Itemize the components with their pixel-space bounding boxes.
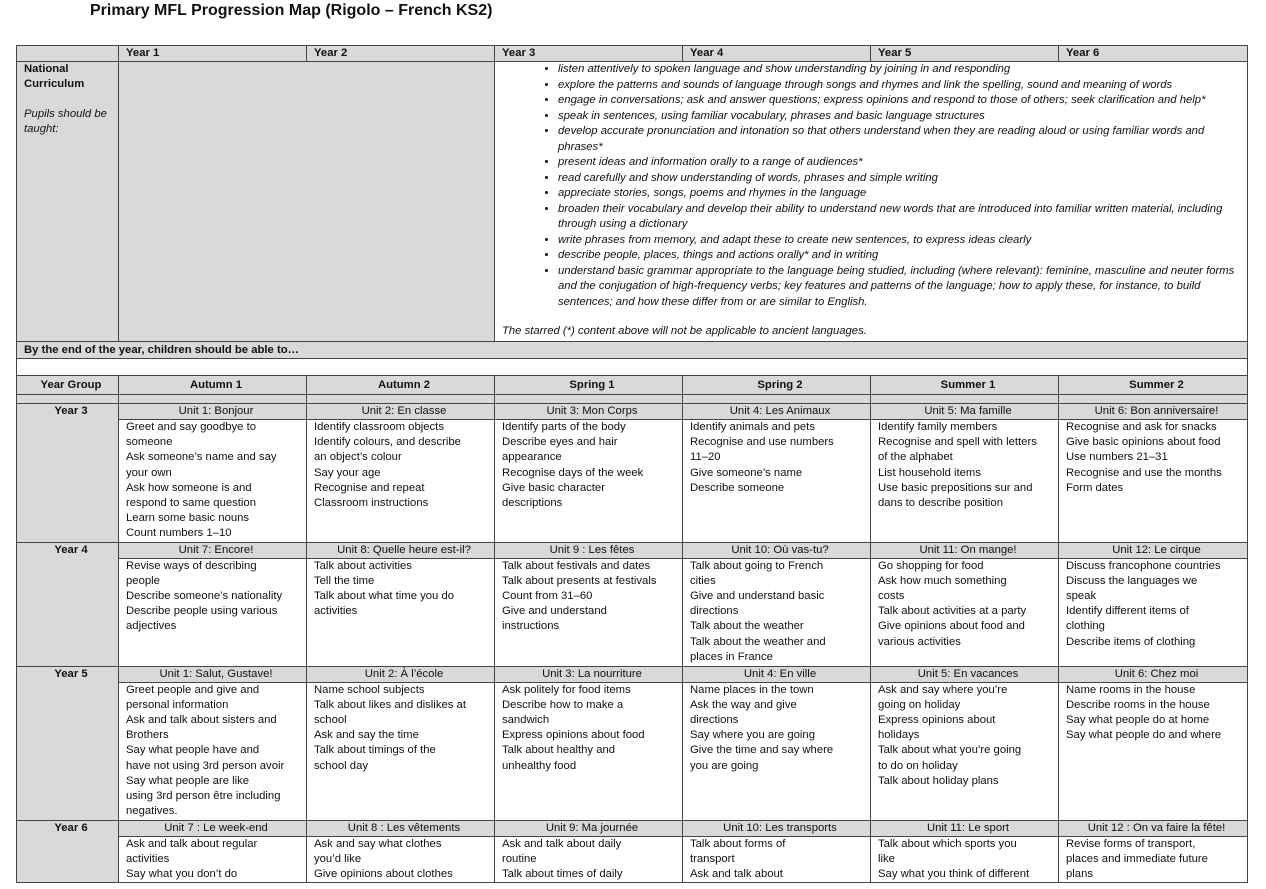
objective-line: descriptions: [502, 497, 563, 510]
unit-objectives: [119, 836, 307, 883]
year-group-label: Year 4: [17, 542, 119, 666]
national-curriculum-content: [495, 62, 1248, 342]
objective-line: school: [314, 714, 347, 727]
unit-objectives: [307, 682, 495, 820]
objective-line: Talk about festivals and dates: [502, 559, 651, 572]
unit-title: Unit 5: En vacances: [871, 666, 1059, 682]
objective-line: Say where you are going: [690, 729, 815, 742]
objective-line: have not using 3rd person avoir: [126, 759, 285, 772]
objective-line: Say what people are like: [126, 774, 250, 787]
page-title: Primary MFL Progression Map (Rigolo – French KS2): [90, 2, 493, 19]
unit-objectives: [307, 420, 495, 543]
unit-title: Unit 5: Ma famille: [871, 404, 1059, 420]
nc-point: • understand basic grammar appropriate to the language being studied, including (where relevant): feminine, masculine and neuter forms and the conjugation of high-frequency verbs; key features and patterns of the language; how to apply these, for instance, to build sentences; and how these differ from or are similar to English.: [558, 264, 1247, 311]
unit-title: Unit 2: En classe: [307, 404, 495, 420]
nc-point: • read carefully and show understanding of words, phrases and simple writing: [558, 171, 1247, 187]
header-spacer: [1059, 395, 1248, 404]
year-header-row: [17, 46, 1248, 62]
year-header-1: Year 1: [119, 46, 307, 62]
objective-line: Use numbers 21–31: [1066, 451, 1168, 464]
objective-line: Describe items of clothing: [1066, 635, 1196, 648]
unit-title: Unit 11: Le sport: [871, 820, 1059, 836]
term-header-spring-1: Spring 1: [495, 376, 683, 395]
objective-line: Classroom instructions: [314, 497, 429, 510]
year-header-6: Year 6: [1059, 46, 1248, 62]
objective-line: Talk about going to French: [690, 559, 824, 572]
term-header-autumn-1: Autumn 1: [119, 376, 307, 395]
unit-title-row: [17, 666, 1248, 682]
unit-objectives: [683, 836, 871, 883]
unit-content-row: [17, 420, 1248, 543]
objective-line: Greet and say goodbye to: [126, 421, 257, 433]
unit-title: Unit 6: Chez moi: [1059, 666, 1248, 682]
objective-line: Ask and talk about daily: [502, 837, 622, 850]
objective-line: Talk about healthy and: [502, 744, 616, 757]
objective-line: Talk about what you’re going: [878, 744, 1022, 757]
objective-line: Talk about presents at festivals: [502, 574, 657, 587]
objective-line: Recognise and use numbers: [690, 436, 834, 449]
objective-line: Give opinions about food and: [878, 620, 1025, 633]
objective-line: Talk about timings of the: [314, 744, 436, 757]
objective-line: costs: [878, 590, 905, 603]
separator-row: [17, 359, 1248, 376]
objective-line: respond to same question: [126, 497, 256, 510]
objective-line: adjectives: [126, 620, 177, 633]
objective-line: Describe someone’s nationality: [126, 590, 283, 603]
objective-line: Describe someone: [690, 481, 785, 494]
objective-line: Talk about which sports you: [878, 837, 1017, 850]
objective-line: places in France: [690, 650, 773, 663]
objective-line: Tell the time: [314, 574, 375, 587]
unit-content-row: [17, 836, 1248, 883]
year-header-5: Year 5: [871, 46, 1059, 62]
year-header-4: Year 4: [683, 46, 871, 62]
objective-line: Say what you think of different: [878, 868, 1030, 881]
unit-title: Unit 9 : Les fêtes: [495, 542, 683, 558]
nc-subtitle: Pupils should be taught:: [24, 108, 107, 135]
unit-title: Unit 8 : Les vêtements: [307, 820, 495, 836]
objective-line: Describe eyes and hair: [502, 436, 618, 449]
objective-line: people: [126, 574, 160, 587]
objective-line: Ask and talk about sisters and: [126, 714, 277, 727]
objective-line: Say what you don’t do: [126, 868, 238, 881]
nc-point: • present ideas and information orally to a range of audiences*: [558, 155, 1247, 171]
objective-line: Describe rooms in the house: [1066, 698, 1210, 711]
objective-line: speak: [1066, 590, 1097, 603]
year-header-3: Year 3: [495, 46, 683, 62]
objective-line: you are going: [690, 759, 759, 772]
objective-line: Give basic opinions about food: [1066, 436, 1221, 449]
unit-objectives: [1059, 836, 1248, 883]
objective-line: Express opinions about: [878, 714, 996, 727]
objective-line: Name rooms in the house: [1066, 683, 1196, 696]
objective-line: cities: [690, 574, 716, 587]
objective-line: Form dates: [1066, 481, 1124, 494]
objective-line: of the alphabet: [878, 451, 953, 464]
unit-title: Unit 12 : On va faire la fête!: [1059, 820, 1248, 836]
year-header-2: Year 2: [307, 46, 495, 62]
objective-line: 11–20: [690, 451, 721, 464]
objective-line: various activities: [878, 635, 961, 648]
objective-line: Count from 31–60: [502, 590, 593, 603]
objective-line: Revise forms of transport,: [1066, 837, 1196, 850]
objective-line: Talk about times of daily: [502, 868, 623, 881]
unit-content-row: [17, 682, 1248, 820]
unit-objectives: [871, 682, 1059, 820]
unit-objectives: [683, 420, 871, 543]
objective-line: Go shopping for food: [878, 559, 984, 572]
objective-line: Name school subjects: [314, 683, 425, 696]
objective-line: Describe people using various: [126, 605, 278, 618]
objective-line: Identify parts of the body: [502, 421, 626, 433]
objective-line: unhealthy food: [502, 759, 577, 772]
objective-line: Talk about what time you do: [314, 590, 455, 603]
objective-line: Name places in the town: [690, 683, 814, 696]
objective-line: Identify classroom objects: [314, 421, 444, 433]
objective-line: Ask and say what clothes: [314, 837, 442, 850]
objective-line: Talk about holiday plans: [878, 774, 999, 787]
objective-line: plans: [1066, 868, 1094, 881]
unit-objectives: [1059, 682, 1248, 820]
unit-title: Unit 2: À l’école: [307, 666, 495, 682]
term-header-autumn-2: Autumn 2: [307, 376, 495, 395]
objective-line: Identify animals and pets: [690, 421, 815, 433]
objective-line: Ask politely for food items: [502, 683, 631, 696]
objective-line: someone: [126, 436, 173, 449]
unit-title: Unit 6: Bon anniversaire!: [1059, 404, 1248, 420]
nc-point: • explore the patterns and sounds of language through songs and rhymes and link the spelling, sound and meaning of words: [558, 78, 1247, 94]
nc-point: • describe people, places, things and actions orally* and in writing: [558, 248, 1247, 264]
unit-title: Unit 3: La nourriture: [495, 666, 683, 682]
nc-points-list: [502, 62, 1247, 310]
objective-line: Identify colours, and describe: [314, 436, 461, 449]
objective-line: clothing: [1066, 620, 1105, 633]
objective-line: List household items: [878, 466, 981, 479]
header-spacer: [17, 395, 119, 404]
unit-title-row: [17, 820, 1248, 836]
objective-line: Discuss francophone countries: [1066, 559, 1221, 572]
year-group-header: Year Group: [17, 376, 119, 395]
term-header-summer-2: Summer 2: [1059, 376, 1248, 395]
unit-objectives: [119, 682, 307, 820]
unit-objectives: [871, 836, 1059, 883]
objective-line: activities: [126, 852, 170, 865]
objective-line: Recognise and spell with letters: [878, 436, 1037, 449]
objective-line: Recognise and ask for snacks: [1066, 421, 1217, 433]
objective-line: Recognise days of the week: [502, 466, 644, 479]
unit-title: Unit 4: En ville: [683, 666, 871, 682]
objective-line: Ask and talk about regular: [126, 837, 258, 850]
objective-line: Give and understand: [502, 605, 607, 618]
objective-line: Talk about forms of: [690, 837, 786, 850]
objective-line: Ask and say the time: [314, 729, 419, 742]
objective-line: Recognise and repeat: [314, 481, 425, 494]
objective-line: Revise ways of describing: [126, 559, 257, 572]
unit-title: Unit 7: Encore!: [119, 542, 307, 558]
objective-line: negatives.: [126, 805, 178, 818]
by-end-row: [17, 342, 1248, 359]
term-header-spacer-row: [17, 395, 1248, 404]
ks1-blank-cell: [119, 62, 495, 342]
unit-objectives: [683, 558, 871, 666]
objective-line: Talk about activities at a party: [878, 605, 1027, 618]
objective-line: Ask the way and give: [690, 698, 797, 711]
objective-line: Give and understand basic: [690, 590, 825, 603]
header-spacer: [119, 395, 307, 404]
year-group-label: Year 6: [17, 820, 119, 883]
objective-line: Give someone’s name: [690, 466, 803, 479]
unit-title: Unit 1: Salut, Gustave!: [119, 666, 307, 682]
objective-line: going on holiday: [878, 698, 961, 711]
objective-line: Say what people have and: [126, 744, 260, 757]
unit-objectives: [307, 836, 495, 883]
unit-objectives: [1059, 558, 1248, 666]
objective-line: Identify different items of: [1066, 605, 1189, 618]
objective-line: Talk about the weather: [690, 620, 804, 633]
unit-title-row: [17, 404, 1248, 420]
objective-line: Say your age: [314, 466, 381, 479]
objective-line: Use basic prepositions sur and: [878, 481, 1033, 494]
year-rows: [17, 404, 1248, 883]
objective-line: Identify family members: [878, 421, 998, 433]
term-header-row: [17, 376, 1248, 395]
objective-line: sandwich: [502, 714, 550, 727]
by-end-heading: By the end of the year, children should be able to…: [17, 342, 1248, 359]
objective-line: to do on holiday: [878, 759, 958, 772]
objective-line: appearance: [502, 451, 562, 464]
header-spacer: [495, 395, 683, 404]
unit-title-row: [17, 542, 1248, 558]
unit-objectives: [307, 558, 495, 666]
objective-line: your own: [126, 466, 172, 479]
objective-line: Say what people do at home: [1066, 714, 1210, 727]
objective-line: Say what people do and where: [1066, 729, 1222, 742]
objective-line: Ask how much something: [878, 574, 1007, 587]
objective-line: activities: [314, 605, 358, 618]
nc-point: • appreciate stories, songs, poems and rhymes in the language: [558, 186, 1247, 202]
objective-line: Talk about the weather and: [690, 635, 826, 648]
objective-line: dans to describe position: [878, 497, 1003, 510]
unit-content-row: [17, 558, 1248, 666]
term-header-spring-2: Spring 2: [683, 376, 871, 395]
national-curriculum-row: [17, 62, 1248, 342]
objective-line: Recognise and use the months: [1066, 466, 1222, 479]
year-group-label: Year 5: [17, 666, 119, 820]
objective-line: Give opinions about clothes: [314, 868, 453, 881]
unit-title: Unit 4: Les Animaux: [683, 404, 871, 420]
objective-line: Count numbers 1–10: [126, 527, 232, 540]
unit-title: Unit 3: Mon Corps: [495, 404, 683, 420]
objective-line: instructions: [502, 620, 560, 633]
unit-objectives: [119, 420, 307, 543]
unit-title: Unit 7 : Le week-end: [119, 820, 307, 836]
objective-line: Ask how someone is and: [126, 481, 252, 494]
objective-line: Discuss the languages we: [1066, 574, 1198, 587]
header-spacer: [307, 395, 495, 404]
unit-objectives: [495, 558, 683, 666]
nc-point: • develop accurate pronunciation and intonation so that others understand when they are reading aloud or using familiar words and phrases*: [558, 124, 1247, 155]
year-group-label: Year 3: [17, 404, 119, 543]
nc-point: • broaden their vocabulary and develop their ability to understand new words that are introduced into familiar written material, including through using a dictionary: [558, 202, 1247, 233]
corner-cell: [17, 46, 119, 62]
objective-line: Give basic character: [502, 481, 605, 494]
objective-line: transport: [690, 852, 735, 865]
objective-line: school day: [314, 759, 369, 772]
unit-title: Unit 12: Le cirque: [1059, 542, 1248, 558]
nc-footnote: The starred (*) content above will not be applicable to ancient languages.: [502, 325, 867, 337]
objective-line: Talk about activities: [314, 559, 412, 572]
unit-objectives: [871, 558, 1059, 666]
progression-map-table: [16, 45, 1248, 883]
objective-line: like: [878, 852, 895, 865]
nc-point: • write phrases from memory, and adapt these to create new sentences, to express ideas clearly: [558, 233, 1247, 249]
objective-line: Describe how to make a: [502, 698, 624, 711]
objective-line: directions: [690, 714, 739, 727]
unit-objectives: [119, 558, 307, 666]
objective-line: directions: [690, 605, 739, 618]
nc-title: National Curriculum: [24, 63, 85, 90]
unit-objectives: [871, 420, 1059, 543]
unit-title: Unit 8: Quelle heure est-il?: [307, 542, 495, 558]
unit-title: Unit 1: Bonjour: [119, 404, 307, 420]
objective-line: Talk about likes and dislikes at: [314, 698, 466, 711]
objective-line: an object’s colour: [314, 451, 402, 464]
objective-line: Learn some basic nouns: [126, 512, 250, 525]
header-spacer: [683, 395, 871, 404]
objective-line: using 3rd person être including: [126, 790, 281, 803]
unit-objectives: [495, 420, 683, 543]
objective-line: Greet people and give and: [126, 683, 260, 696]
objective-line: Ask someone’s name and say: [126, 451, 277, 464]
objective-line: routine: [502, 852, 537, 865]
nc-point: • speak in sentences, using familiar vocabulary, phrases and basic language structures: [558, 109, 1247, 125]
objective-line: Brothers: [126, 729, 169, 742]
objective-line: Ask and talk about: [690, 868, 783, 881]
unit-objectives: [495, 836, 683, 883]
nc-point: • engage in conversations; ask and answer questions; express opinions and respond to those of others; seek clarification and help*: [558, 93, 1247, 109]
unit-title: Unit 10: Où vas-tu?: [683, 542, 871, 558]
unit-title: Unit 10: Les transports: [683, 820, 871, 836]
objective-line: Express opinions about food: [502, 729, 645, 742]
objective-line: personal information: [126, 698, 229, 711]
unit-objectives: [683, 682, 871, 820]
nc-point: • listen attentively to spoken language and show understanding by joining in and responding: [558, 62, 1247, 78]
objective-line: Ask and say where you’re: [878, 683, 1008, 696]
objective-line: you’d like: [314, 852, 362, 865]
unit-objectives: [1059, 420, 1248, 543]
unit-title: Unit 9: Ma journée: [495, 820, 683, 836]
objective-line: holidays: [878, 729, 920, 742]
objective-line: Give the time and say where: [690, 744, 834, 757]
unit-objectives: [495, 682, 683, 820]
term-header-summer-1: Summer 1: [871, 376, 1059, 395]
objective-line: places and immediate future: [1066, 852, 1208, 865]
header-spacer: [871, 395, 1059, 404]
national-curriculum-label: [17, 62, 119, 342]
unit-title: Unit 11: On mange!: [871, 542, 1059, 558]
separator-cell: [17, 359, 1248, 376]
